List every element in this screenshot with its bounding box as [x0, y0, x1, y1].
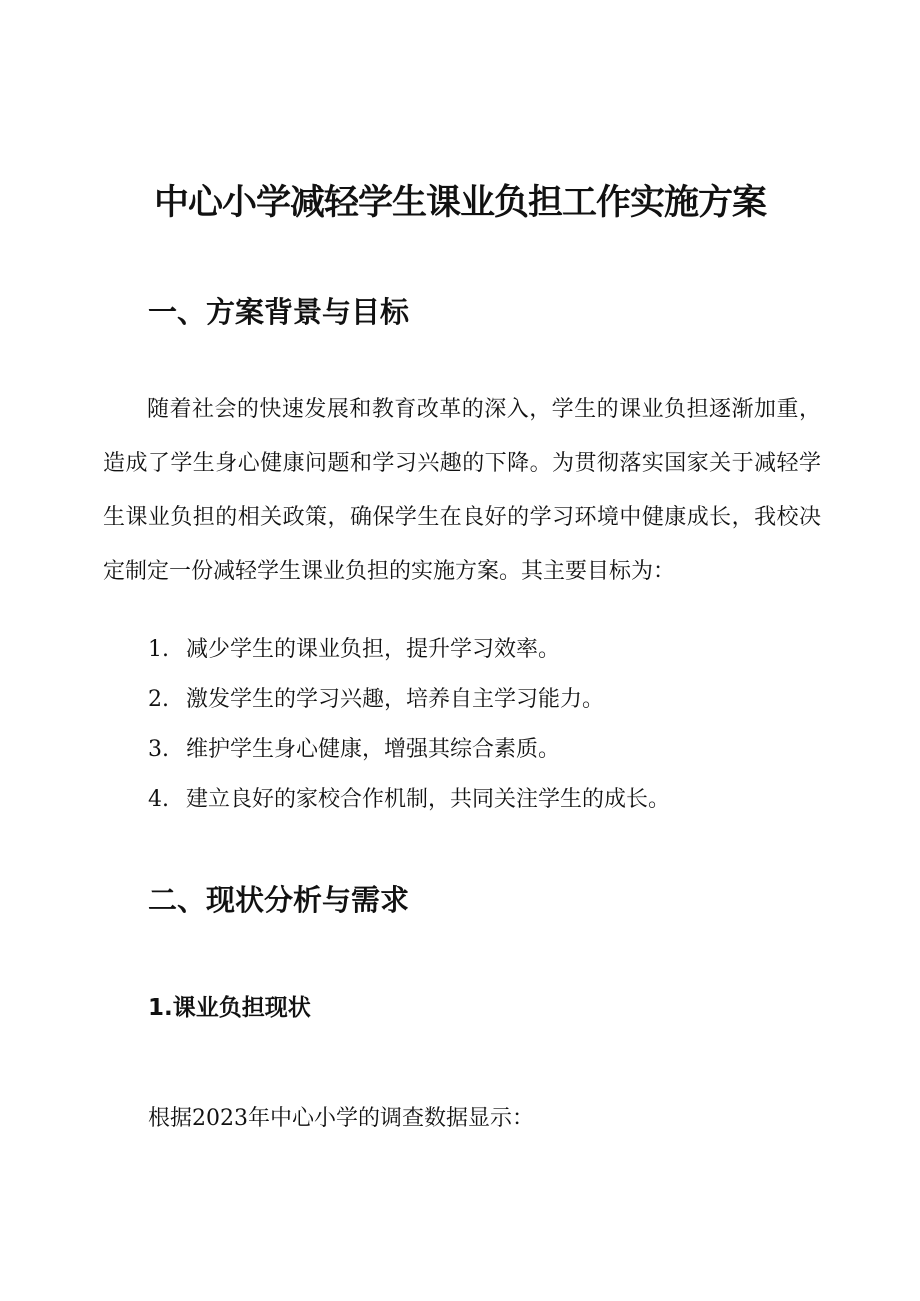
list-item — [148, 725, 670, 775]
list-item-text: 减少学生的课业负担，提升学习效率。 — [186, 637, 561, 662]
list-item-text: 建立良好的家校合作机制，共同关注学生的成长。 — [186, 787, 671, 812]
subsection-heading: 1.课业负担现状 — [148, 995, 311, 1021]
list-item-number: 3. — [148, 737, 169, 762]
list-item — [148, 625, 670, 675]
background-paragraph: 随着社会的快速发展和教育改革的深入，学生的课业负担逐渐加重，造成了学生身心健康问题和学习兴趣的下降。为贯彻落实国家关于减轻学生课业负担的相关政策，确保学生在良好的学习环境中健康成长，我校决定制定一份减轻学生课业负担的实施方案。其主要目标为： — [103, 397, 821, 584]
list-item-number: 4. — [148, 787, 169, 812]
list-item-text: 维护学生身心健康，增强其综合素质。 — [186, 737, 561, 762]
section-heading-analysis: 二、现状分析与需求 — [148, 883, 410, 917]
goals-list — [148, 625, 670, 825]
document-title: 中心小学减轻学生课业负担工作实施方案 — [153, 183, 766, 223]
list-item-text: 激发学生的学习兴趣，培养自主学习能力。 — [186, 687, 605, 712]
list-item-number: 1. — [148, 637, 169, 662]
section-heading-background: 一、方案背景与目标 — [148, 295, 410, 329]
list-item-number: 2. — [148, 687, 169, 712]
analysis-paragraph: 根据2023年中心小学的调查数据显示： — [148, 1106, 534, 1131]
list-item — [148, 775, 670, 825]
list-item — [148, 675, 670, 725]
